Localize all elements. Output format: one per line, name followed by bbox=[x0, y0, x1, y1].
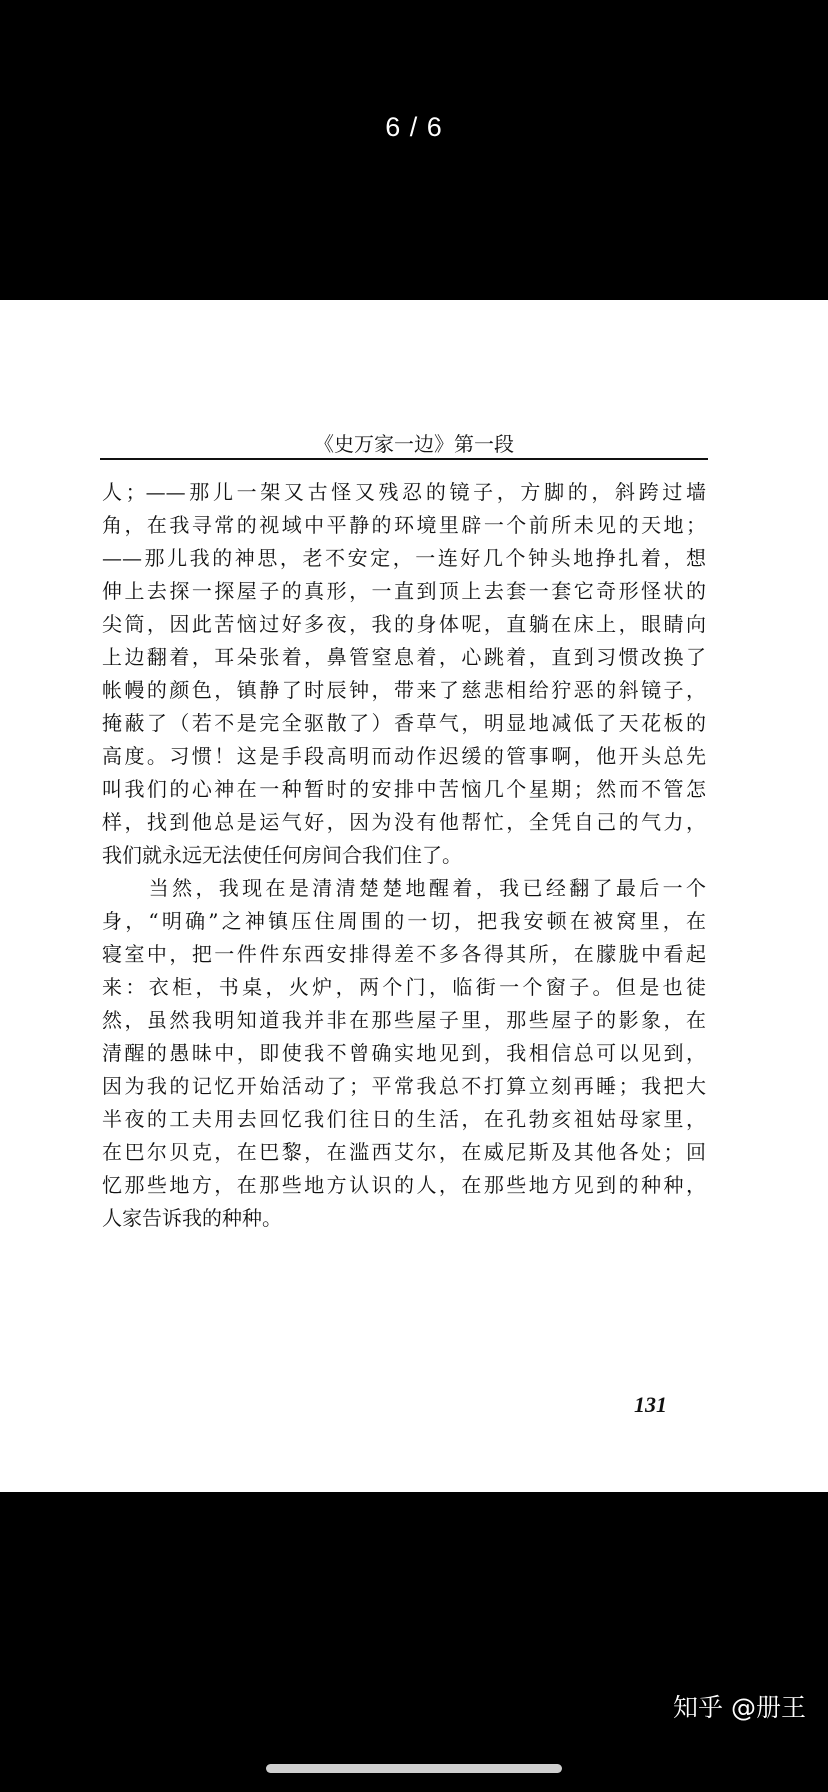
text-line: 人家告诉我的种种。 bbox=[102, 1206, 282, 1230]
text-line: 伸上去探一探屋子的真形，一直到顶上去套一套它奇形怪状的 bbox=[102, 579, 706, 603]
text-line: 样，找到他总是运气好，因为没有他帮忙，全凭自己的气力， bbox=[102, 810, 706, 834]
text-line: 我们就永远无法使任何房间合我们住了。 bbox=[102, 843, 462, 867]
text-line: 帐幔的颜色，镇静了时辰钟，带来了慈悲相给狞恶的斜镜子， bbox=[102, 678, 706, 702]
text-line: 半夜的工夫用去回忆我们往日的生活，在孔勃亥祖姑母家里， bbox=[102, 1107, 706, 1131]
text-line: 叫我们的心神在一种暂时的安排中苦恼几个星期；然而不管怎 bbox=[102, 777, 706, 801]
text-line: 身，“明确”之神镇压住周围的一切，把我安顿在被窝里，在 bbox=[102, 909, 706, 933]
page-number: 131 bbox=[634, 1392, 667, 1417]
text-line: 清醒的愚昧中，即使我不曾确实地见到，我相信总可以见到， bbox=[102, 1041, 706, 1065]
text-line: 忆那些地方，在那些地方认识的人，在那些地方见到的种种， bbox=[102, 1173, 706, 1197]
book-page-image[interactable] bbox=[0, 300, 828, 1492]
text-line: 当然，我现在是清清楚楚地醒着，我已经翻了最后一个 bbox=[102, 876, 706, 900]
text-line: 寝室中，把一件件东西安排得差不多各得其所，在朦胧中看起 bbox=[102, 942, 706, 966]
text-line: 然，虽然我明知道我并非在那些屋子里，那些屋子的影象，在 bbox=[102, 1008, 706, 1032]
text-line: 人；——那儿一架又古怪又残忍的镜子，方脚的，斜跨过墙 bbox=[102, 480, 706, 504]
text-line: 掩蔽了（若不是完全驱散了）香草气，明显地减低了天花板的 bbox=[102, 711, 706, 735]
header-rule bbox=[100, 458, 708, 460]
body-text bbox=[102, 476, 706, 1235]
running-head: 《史万家一边》第一段 bbox=[314, 432, 514, 456]
home-indicator[interactable] bbox=[266, 1764, 562, 1773]
text-line: 尖筒，因此苦恼过好多夜，我的身体呢，直躺在床上，眼睛向 bbox=[102, 612, 706, 636]
text-line: 因为我的记忆开始活动了；平常我总不打算立刻再睡；我把大 bbox=[102, 1074, 706, 1098]
image-counter: 6 / 6 bbox=[385, 112, 443, 142]
text-line: ——那儿我的神思，老不安定，一连好几个钟头地挣扎着，想 bbox=[102, 546, 706, 570]
zhihu-watermark: 知乎 @册王 bbox=[673, 1693, 806, 1722]
text-line: 在巴尔贝克，在巴黎，在滥西艾尔，在威尼斯及其他各处；回 bbox=[102, 1140, 706, 1164]
text-line: 高度。习惯！这是手段高明而动作迟缓的管事啊，他开头总先 bbox=[102, 744, 706, 768]
text-line: 上边翻着，耳朵张着，鼻管窒息着，心跳着，直到习惯改换了 bbox=[102, 645, 706, 669]
text-line: 来：衣柜，书桌，火炉，两个门，临街一个窗子。但是也徒 bbox=[102, 975, 706, 999]
text-line: 角，在我寻常的视域中平静的环境里辟一个前所未见的天地； bbox=[102, 513, 706, 537]
